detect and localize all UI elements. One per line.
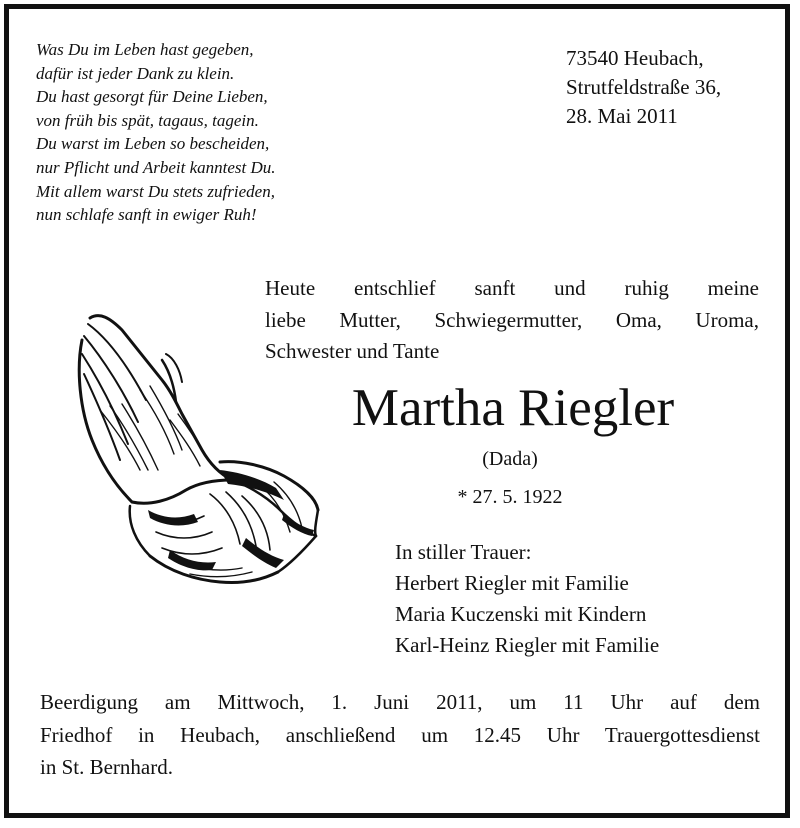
funeral-line: in St. Bernhard. bbox=[40, 755, 173, 779]
poem-line: Du warst im Leben so bescheiden, bbox=[36, 134, 270, 154]
address-line: Strutfeldstraße 36, bbox=[566, 75, 722, 99]
date-line: 28. Mai 2011 bbox=[566, 104, 678, 128]
intro-line: Heute entschlief sanft und ruhig meine bbox=[265, 276, 759, 300]
address-line: 73540 Heubach, bbox=[566, 46, 704, 70]
poem-line: dafür ist jeder Dank zu klein. bbox=[36, 63, 235, 83]
poem bbox=[36, 38, 276, 227]
mourners-heading: In stiller Trauer: bbox=[395, 540, 532, 564]
address-block bbox=[566, 44, 721, 131]
mourner-entry: Karl-Heinz Riegler mit Familie bbox=[395, 633, 660, 657]
poem-line: nun schlafe sanft in ewiger Ruh! bbox=[36, 205, 257, 225]
funeral-line: Friedhof in Heubach, anschließend um 12.45 Uhr Trauergottesdienst bbox=[40, 722, 760, 747]
intro-line: Schwester und Tante bbox=[265, 339, 440, 363]
praying-hands-icon bbox=[70, 310, 320, 588]
mourners-list bbox=[395, 537, 659, 661]
deceased-name: Martha Riegler bbox=[351, 379, 675, 437]
intro-text bbox=[265, 273, 759, 368]
deceased-nickname: (Dada) bbox=[482, 448, 538, 470]
intro-line: liebe Mutter, Schwiegermutter, Oma, Uroma, bbox=[265, 307, 759, 332]
poem-line: Mit allem warst Du stets zufrieden, bbox=[36, 181, 275, 201]
poem-line: Du hast gesorgt für Deine Lieben, bbox=[36, 87, 268, 107]
poem-line: von früh bis spät, tagaus, tagein. bbox=[36, 110, 259, 130]
poem-line: nur Pflicht und Arbeit kanntest Du. bbox=[36, 157, 276, 177]
mourner-entry: Maria Kuczenski mit Kindern bbox=[395, 602, 647, 626]
poem-line: Was Du im Leben hast gegeben, bbox=[36, 40, 254, 59]
funeral-info bbox=[40, 686, 760, 784]
mourner-entry: Herbert Riegler mit Familie bbox=[395, 571, 629, 595]
birth-date: * 27. 5. 1922 bbox=[457, 486, 563, 508]
funeral-line: Beerdigung am Mittwoch, 1. Juni 2011, um 11 Uhr auf dem bbox=[40, 690, 760, 714]
